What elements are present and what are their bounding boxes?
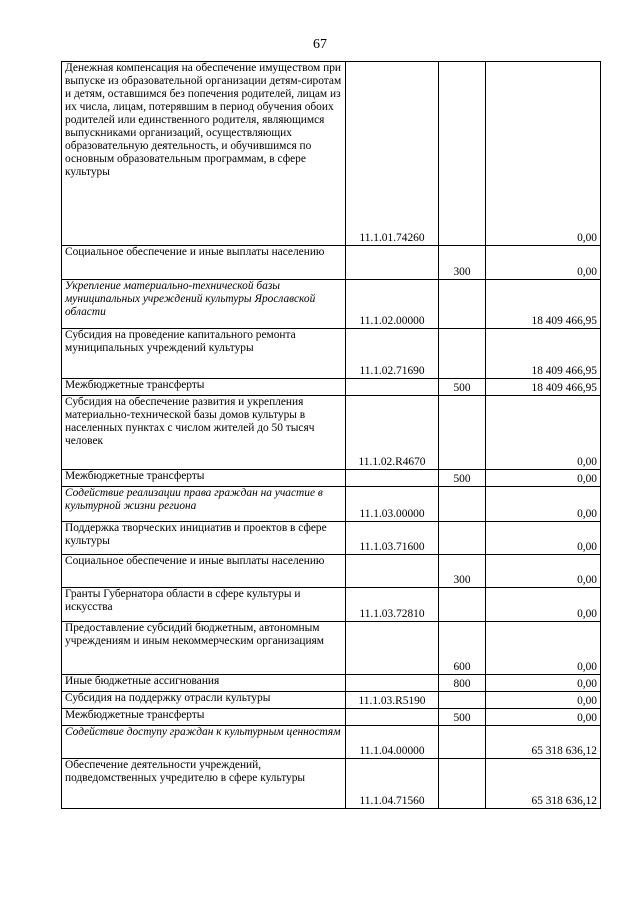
table-row xyxy=(62,329,601,379)
row-amount-cell: 65 318 636,12 xyxy=(486,759,601,809)
table-row xyxy=(62,470,601,487)
row-type-cell xyxy=(439,759,486,809)
row-code-cell: 11.1.03.R5190 xyxy=(346,692,439,709)
row-name-cell: Субсидия на поддержку отрасли культуры xyxy=(62,692,346,709)
row-type-cell: 600 xyxy=(439,622,486,675)
row-type-cell xyxy=(439,487,486,522)
row-code-cell: 11.1.03.72810 xyxy=(346,588,439,622)
row-type-cell: 500 xyxy=(439,470,486,487)
table-row xyxy=(62,622,601,675)
row-name-cell: Содействие доступу граждан к культурным ценностям xyxy=(62,726,346,759)
row-name-cell: Гранты Губернатора области в сфере культуры и искусства xyxy=(62,588,346,622)
row-name-cell: Субсидия на проведение капитального ремонта муниципальных учреждений культуры xyxy=(62,329,346,379)
row-code-cell xyxy=(346,470,439,487)
row-code-cell: 11.1.04.00000 xyxy=(346,726,439,759)
row-code-cell: 11.1.01.74260 xyxy=(346,62,439,246)
row-type-cell: 300 xyxy=(439,555,486,588)
row-name-cell: Межбюджетные трансферты xyxy=(62,470,346,487)
budget-table xyxy=(61,61,601,809)
row-amount-cell: 0,00 xyxy=(486,246,601,280)
row-name-cell: Укрепление материально-технической базы муниципальных учреждений культуры Ярославской области xyxy=(62,280,346,329)
table-row xyxy=(62,62,601,246)
row-code-cell xyxy=(346,622,439,675)
table-row xyxy=(62,588,601,622)
row-name-cell: Иные бюджетные ассигнования xyxy=(62,675,346,692)
row-type-cell: 800 xyxy=(439,675,486,692)
row-amount-cell: 18 409 466,95 xyxy=(486,280,601,329)
row-name-cell: Межбюджетные трансферты xyxy=(62,709,346,726)
row-amount-cell: 0,00 xyxy=(486,675,601,692)
row-code-cell: 11.1.02.71690 xyxy=(346,329,439,379)
row-type-cell: 500 xyxy=(439,709,486,726)
row-amount-cell: 65 318 636,12 xyxy=(486,726,601,759)
row-name-cell: Предоставление субсидий бюджетным, автономным учреждениям и иным некоммерческим организациям xyxy=(62,622,346,675)
row-type-cell xyxy=(439,726,486,759)
table-row xyxy=(62,709,601,726)
row-code-cell xyxy=(346,379,439,396)
row-amount-cell: 18 409 466,95 xyxy=(486,379,601,396)
row-amount-cell: 0,00 xyxy=(486,588,601,622)
row-type-cell xyxy=(439,329,486,379)
row-amount-cell: 0,00 xyxy=(486,470,601,487)
table-row xyxy=(62,675,601,692)
row-amount-cell: 0,00 xyxy=(486,522,601,555)
row-type-cell xyxy=(439,280,486,329)
row-name-cell: Денежная компенсация на обеспечение имуществом при выпуске из образовательной организации детям-сиротам и детям, оставшимся без попечения родителей, лицам из их числа, лицам, потерявшим в период обучения обоих родителей или единственного родителя, являющимся выпускниками организаций, осуществляющих образовательную деятельность, и обучившимся по основным образовательным программам, в сфере культуры xyxy=(62,62,346,246)
row-code-cell: 11.1.02.00000 xyxy=(346,280,439,329)
table-row xyxy=(62,379,601,396)
row-type-cell xyxy=(439,588,486,622)
table-row xyxy=(62,396,601,470)
row-amount-cell: 0,00 xyxy=(486,692,601,709)
row-type-cell: 500 xyxy=(439,379,486,396)
row-code-cell: 11.1.04.71560 xyxy=(346,759,439,809)
table-row xyxy=(62,759,601,809)
row-type-cell xyxy=(439,62,486,246)
row-amount-cell: 0,00 xyxy=(486,487,601,522)
table-row xyxy=(62,487,601,522)
row-name-cell: Социальное обеспечение и иные выплаты населению xyxy=(62,246,346,280)
row-amount-cell: 0,00 xyxy=(486,396,601,470)
row-name-cell: Поддержка творческих инициатив и проектов в сфере культуры xyxy=(62,522,346,555)
table-row xyxy=(62,726,601,759)
row-amount-cell: 0,00 xyxy=(486,709,601,726)
row-code-cell: 11.1.03.71600 xyxy=(346,522,439,555)
row-type-cell xyxy=(439,692,486,709)
row-code-cell xyxy=(346,709,439,726)
row-amount-cell: 0,00 xyxy=(486,62,601,246)
table-row xyxy=(62,522,601,555)
row-name-cell: Социальное обеспечение и иные выплаты населению xyxy=(62,555,346,588)
row-code-cell: 11.1.02.R4670 xyxy=(346,396,439,470)
row-amount-cell: 0,00 xyxy=(486,555,601,588)
table-row xyxy=(62,692,601,709)
table-row xyxy=(62,555,601,588)
row-type-cell xyxy=(439,522,486,555)
row-type-cell: 300 xyxy=(439,246,486,280)
row-name-cell: Обеспечение деятельности учреждений, подведомственных учредителю в сфере культуры xyxy=(62,759,346,809)
row-name-cell: Содействие реализации права граждан на участие в культурной жизни региона xyxy=(62,487,346,522)
budget-table-body xyxy=(62,62,601,809)
row-code-cell xyxy=(346,246,439,280)
row-code-cell xyxy=(346,555,439,588)
row-code-cell: 11.1.03.00000 xyxy=(346,487,439,522)
row-name-cell: Межбюджетные трансферты xyxy=(62,379,346,396)
row-type-cell xyxy=(439,396,486,470)
table-row xyxy=(62,246,601,280)
row-amount-cell: 0,00 xyxy=(486,622,601,675)
row-name-cell: Субсидия на обеспечение развития и укрепления материально-технической базы домов культуры в населенных пунктах с числом жителей до 50 тысяч человек xyxy=(62,396,346,470)
row-code-cell xyxy=(346,675,439,692)
table-row xyxy=(62,280,601,329)
row-amount-cell: 18 409 466,95 xyxy=(486,329,601,379)
page-number: 67 xyxy=(313,37,327,52)
